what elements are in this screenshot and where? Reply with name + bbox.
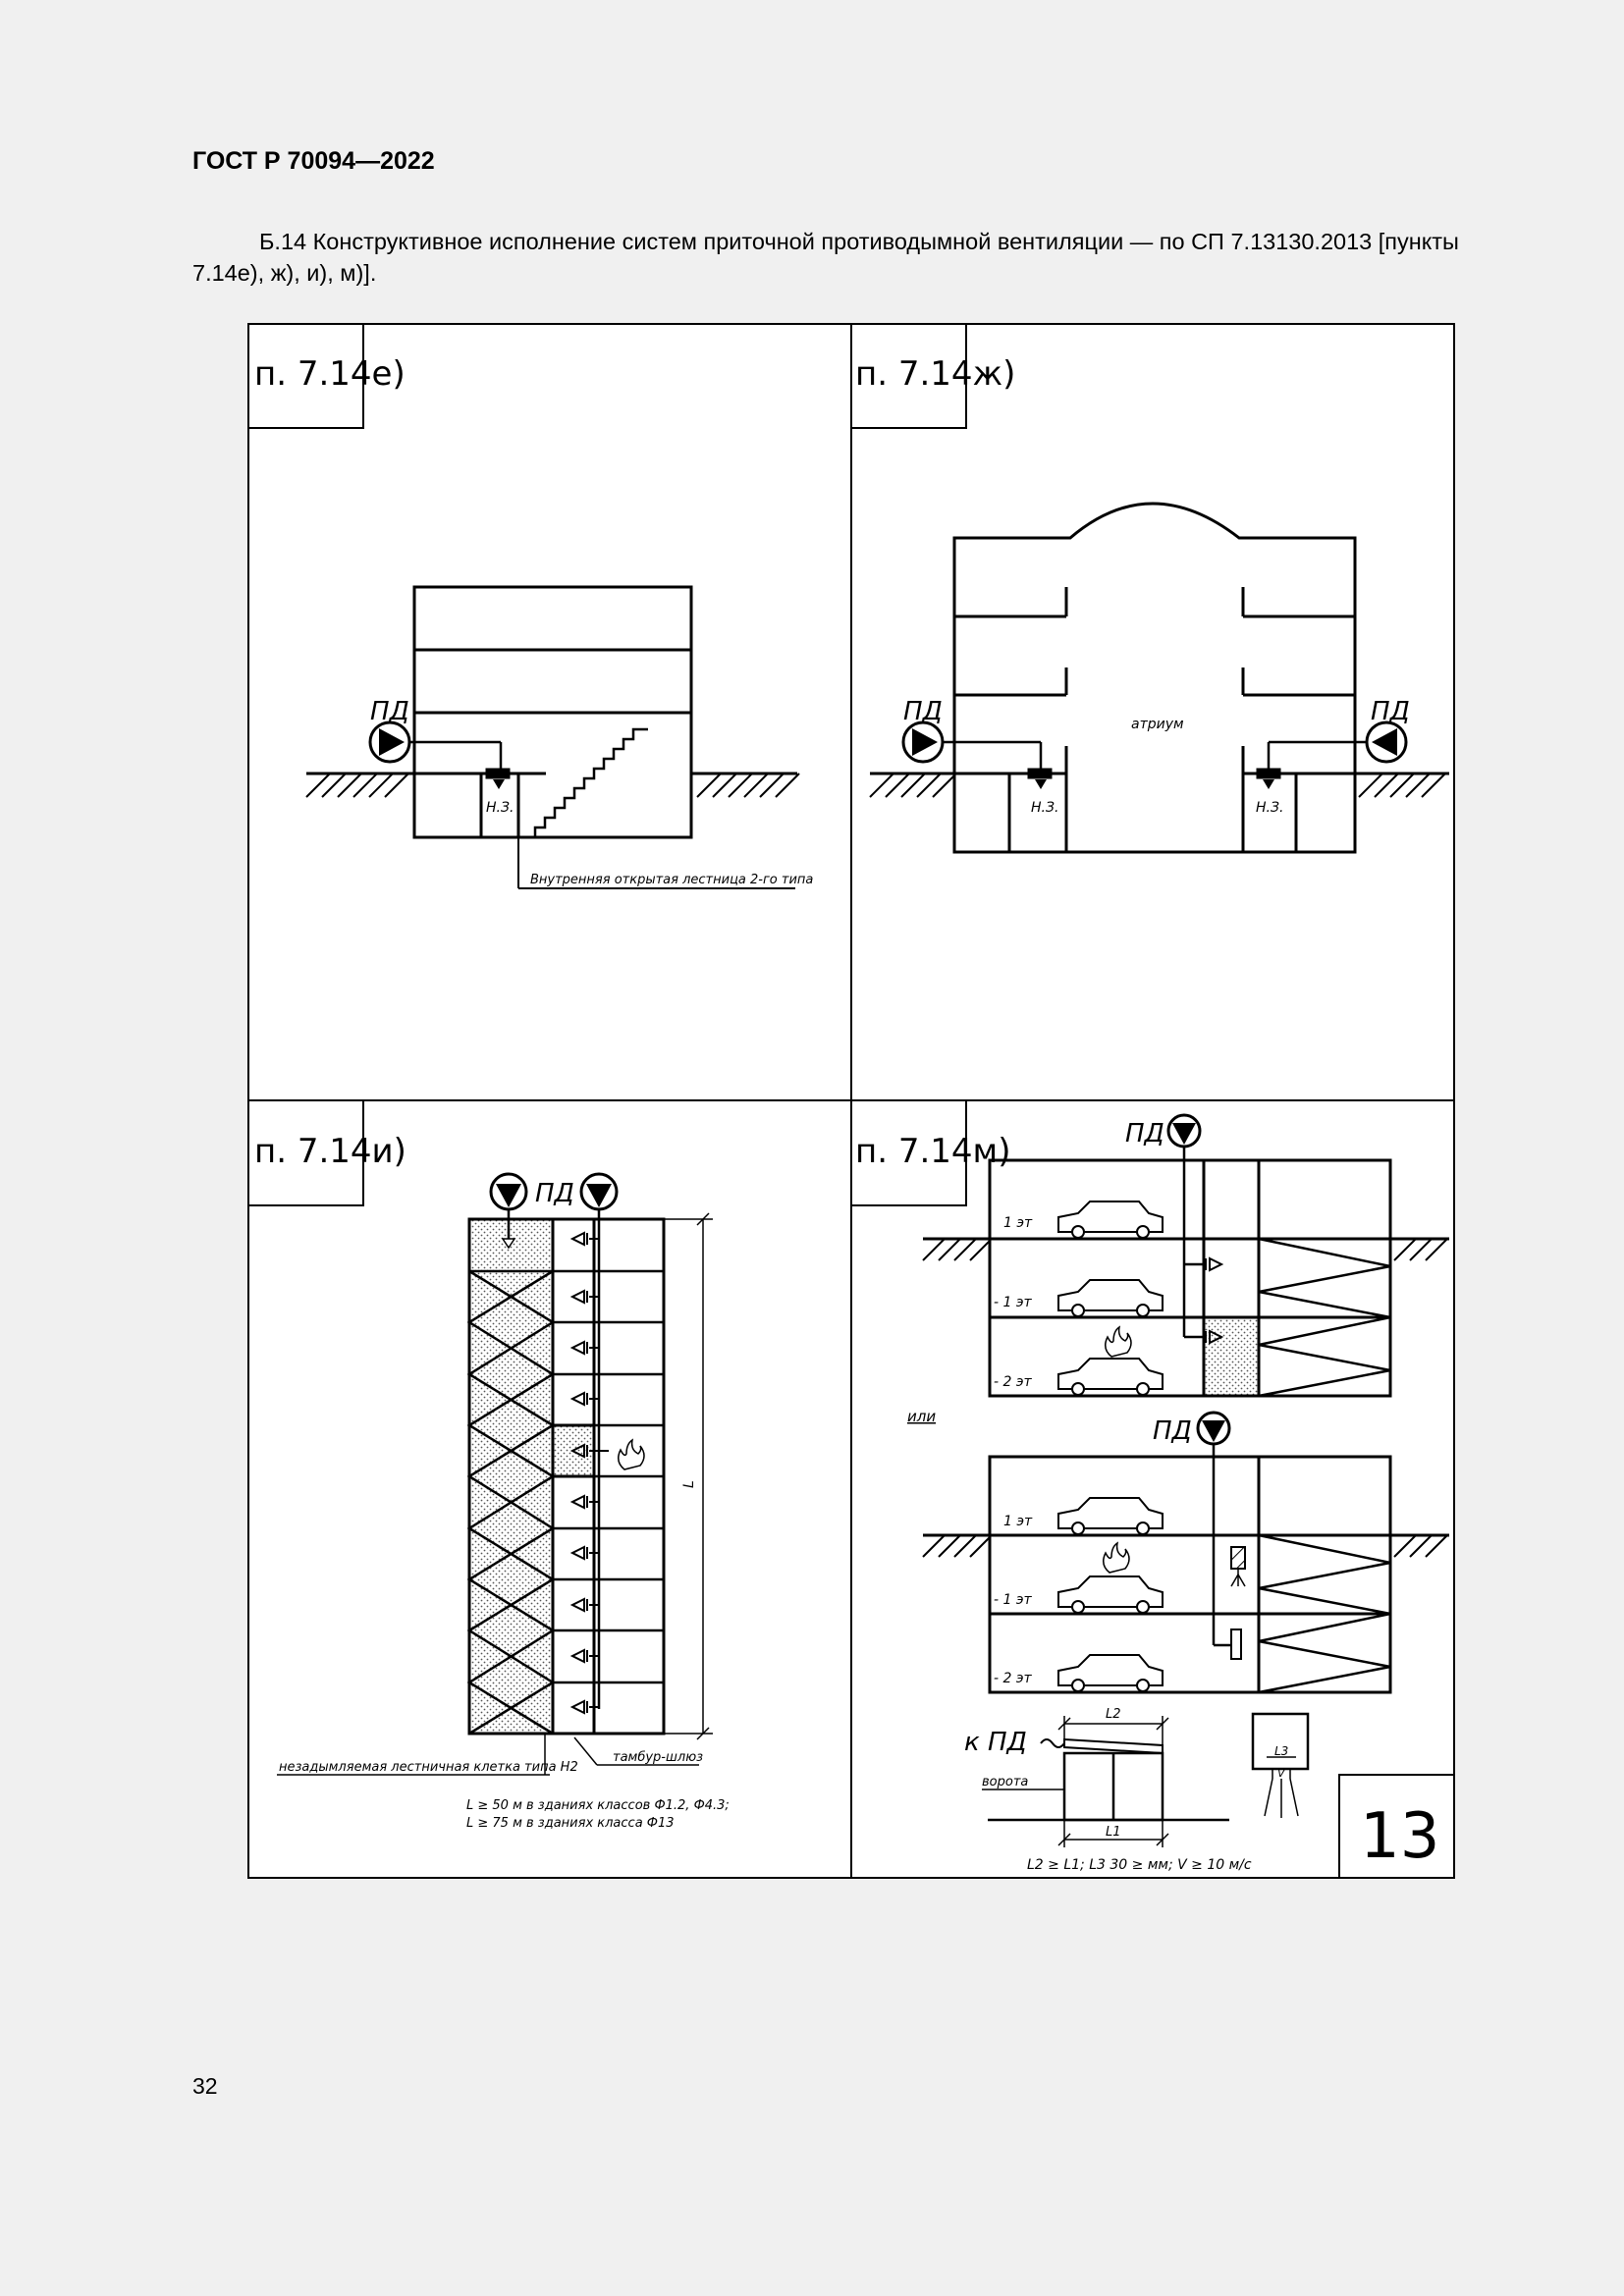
panel-m-v: V — [1277, 1767, 1285, 1780]
page-number: 32 — [192, 2073, 218, 2099]
panel-e-label: п. 7.14е) — [254, 354, 406, 394]
panel-zh-valve-left: Н.З. — [1031, 800, 1059, 816]
panel-zh-fan-left: ПД — [903, 697, 943, 726]
panel-i-note2: L ≥ 75 м в зданиях класса Ф13 — [466, 1816, 675, 1831]
panel-zh-atrium-label: атриум — [1131, 717, 1184, 732]
dim-l2: L2 — [1106, 1707, 1121, 1722]
panel-m-fan-bottom: ПД — [1153, 1416, 1192, 1446]
floor-m2-bottom: - 2 эт — [994, 1671, 1032, 1686]
panel-i-lobby-caption: тамбур-шлюз — [613, 1750, 704, 1765]
panel-m-sheet-l3: L3 — [1274, 1744, 1289, 1758]
panel-zh-valve-right: Н.З. — [1256, 800, 1284, 816]
panel-i-fan-label: ПД — [535, 1179, 574, 1208]
floor-m2-top: - 2 эт — [994, 1374, 1032, 1390]
dim-l1: L1 — [1106, 1825, 1121, 1840]
panel-i-stair-caption: незадымляемая лестничная клетка типа Н2 — [279, 1760, 578, 1775]
floor-m1-bottom: - 1 эт — [994, 1592, 1032, 1608]
panel-m-label: п. 7.14м) — [855, 1132, 1011, 1171]
or-label: или — [907, 1408, 937, 1425]
floor-m1-top: - 1 эт — [994, 1295, 1032, 1310]
document-header: ГОСТ Р 70094—2022 — [192, 147, 435, 175]
gate-formula: L2 ≥ L1; L3 30 ≥ мм; V ≥ 10 м/с — [1027, 1857, 1252, 1873]
floor-1-top: 1 эт — [1003, 1215, 1033, 1231]
panel-zh-label: п. 7.14ж) — [855, 354, 1016, 394]
paragraph-text: Б.14 Конструктивное исполнение систем приточной противодымной вентиляции — по СП 7.13130.2013 [пункты 7.14е), ж), и), м)]. — [192, 229, 1459, 286]
panel-i-note1: L ≥ 50 м в зданиях классов Ф1.2, Ф4.3; — [466, 1798, 730, 1813]
panel-e-fan-label: ПД — [370, 697, 409, 726]
panel-i-dim-label: L — [681, 1480, 697, 1488]
panel-zh-fan-right: ПД — [1371, 697, 1410, 726]
panel-m-fan-top: ПД — [1125, 1119, 1164, 1148]
panel-m-to-fan: к ПД — [964, 1728, 1027, 1757]
floor-1-bottom: 1 эт — [1003, 1514, 1033, 1529]
gate-label: ворота — [982, 1775, 1029, 1789]
panel-e-stair-caption: Внутренняя открытая лестница 2-го типа — [530, 873, 814, 887]
panel-i-label: п. 7.14и) — [254, 1132, 406, 1171]
sheet-number: 13 — [1360, 1800, 1440, 1873]
panel-e-valve-label: Н.З. — [486, 800, 514, 816]
